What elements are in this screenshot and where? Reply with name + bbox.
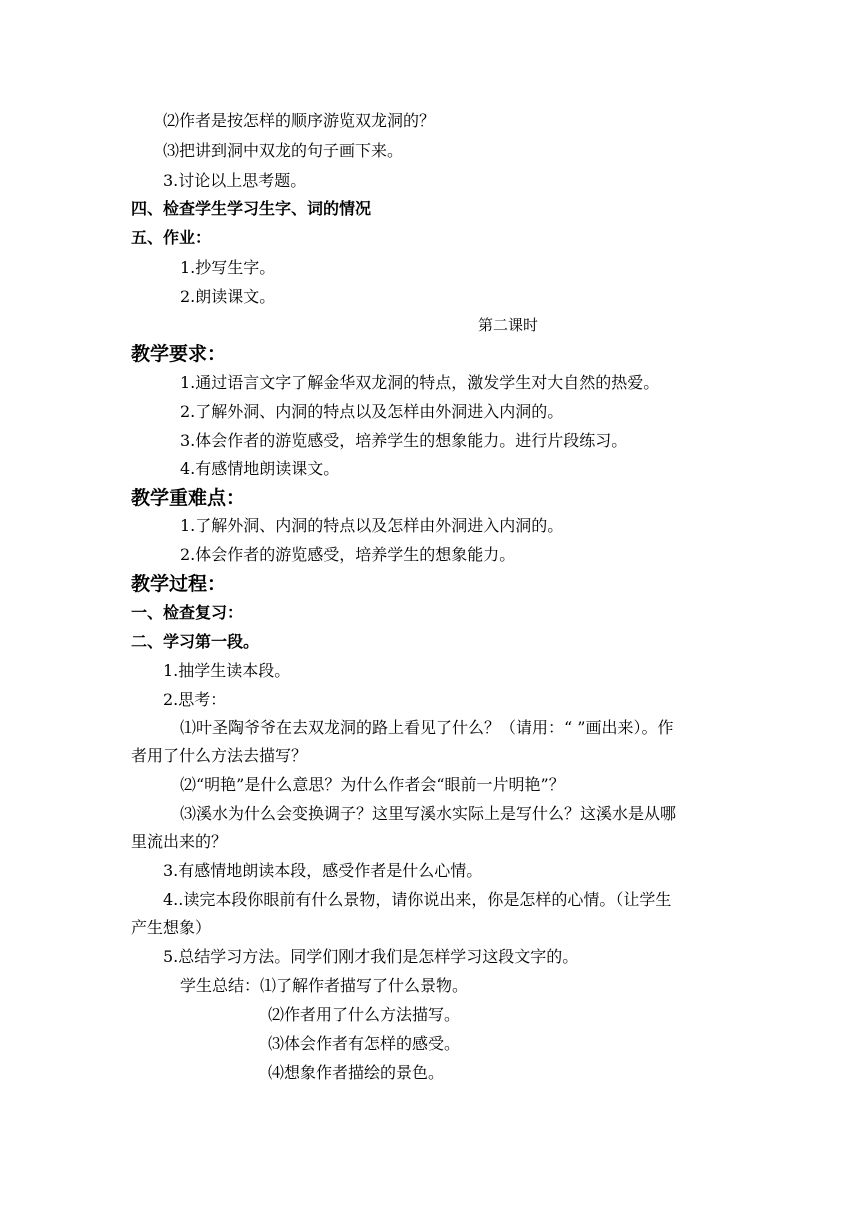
text-line: 4..读完本段你眼前有什么景物，请你说出来，你是怎样的心情。（让学生 — [163, 890, 672, 909]
text-line: 者用了什么方法去描写？ — [131, 746, 308, 765]
text-line: 2.体会作者的游览感受，培养学生的想象能力。 — [180, 545, 516, 564]
section-heading: 五、作业： — [131, 228, 212, 247]
text-line: ⑶体会作者有怎样的感受。 — [268, 1034, 461, 1053]
heading-process: 教学过程： — [131, 573, 227, 595]
text-line: ⑴叶圣陶爷爷在去双龙洞的路上看见了什么？（请用：“ ”画出来）。作 — [180, 718, 674, 737]
section-heading: 二、学习第一段。 — [131, 632, 260, 651]
text-line: ⑷想象作者描绘的景色。 — [268, 1063, 445, 1082]
text-line: 1.抽学生读本段。 — [163, 661, 291, 680]
heading-requirements: 教学要求： — [131, 343, 227, 365]
text-line: ⑵“明艳”是什么意思？为什么作者会“眼前一片明艳”？ — [180, 775, 565, 794]
text-line: 2.了解外洞、内洞的特点以及怎样由外洞进入内洞的。 — [180, 402, 564, 421]
text-line: 3.有感情地朗读本段，感受作者是什么心情。 — [163, 861, 483, 880]
section-heading: 一、检查复习： — [131, 603, 244, 622]
section-heading: 四、检查学生学习生字、词的情况 — [131, 199, 372, 218]
text-line: ⑶溪水为什么会变换调子？这里写溪水实际上是写什么？这溪水是从哪 — [180, 804, 677, 823]
text-line: 里流出来的？ — [131, 832, 228, 851]
text-line: ⑵作者用了什么方法描写。 — [268, 1005, 461, 1024]
text-line: 5.总结学习方法。同学们刚才我们是怎样学习这段文字的。 — [163, 947, 579, 966]
text-line: 学生总结：⑴了解作者描写了什么景物。 — [180, 976, 469, 995]
lesson-title: 第二课时 — [478, 316, 539, 334]
text-line: 2.思考： — [163, 690, 227, 709]
text-line: ⑶把讲到洞中双龙的句子画下来。 — [163, 141, 404, 160]
heading-key-points: 教学重难点： — [131, 487, 246, 509]
text-line: 1.通过语言文字了解金华双龙洞的特点，激发学生对大自然的热爱。 — [180, 373, 660, 392]
text-line: 1.了解外洞、内洞的特点以及怎样由外洞进入内洞的。 — [180, 516, 564, 535]
text-line: ⑵作者是按怎样的顺序游览双龙洞的？ — [163, 111, 436, 130]
text-line: 产生想象） — [131, 918, 212, 937]
text-line: 4.有感情地朗读课文。 — [180, 459, 340, 478]
text-line: 1.抄写生字。 — [180, 258, 276, 277]
text-line: 2.朗读课文。 — [180, 287, 276, 306]
text-line: 3.体会作者的游览感受，培养学生的想象能力。进行片段练习。 — [180, 431, 628, 450]
text-line: 3.讨论以上思考题。 — [163, 171, 307, 190]
